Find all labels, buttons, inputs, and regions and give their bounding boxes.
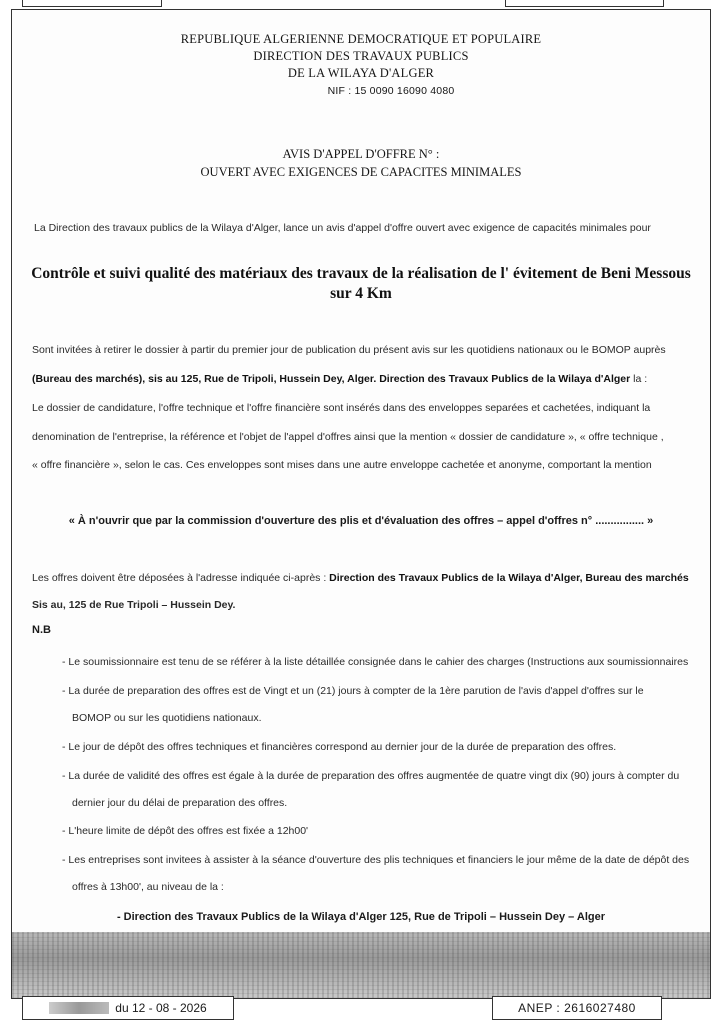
anep-reference: ANEP : 2616027480	[518, 1001, 636, 1015]
nb-item: - Le soumissionnaire est tenu de se référer à la liste détaillée consignée dans le cahier des charges (Instructions aux soumissionnaires	[62, 656, 689, 668]
nb-item: - La durée de preparation des offres est de Vingt et un (21) jours à compter de la 1ère parution de l'avis d'appel d'offres sur le	[62, 685, 644, 697]
paragraph-line: Sont invitées à retirer le dossier à partir du premier jour de publication du présent avis sur les quotidiens nationaux ou le BOMOP auprès	[32, 344, 666, 356]
subject-line-2: sur 4 Km	[330, 285, 392, 302]
subject-line-1: Contrôle et suivi qualité des matériaux des travaux de la réalisation de l' évitement de Beni Messous	[31, 265, 691, 282]
paragraph-line: denomination de l'entreprise, la référence et l'objet de l'appel d'offres ainsi que la mention « dossier de candidature », « offre technique ,	[32, 431, 664, 443]
nb-item: - La durée de validité des offres est égale à la durée de preparation des offres augmentée de quatre vingt dix (90) jours à compter du	[62, 770, 680, 782]
nb-label: N.B	[32, 624, 51, 636]
publication-date-box	[22, 996, 234, 1020]
notice-subtitle: OUVERT AVEC EXIGENCES DE CAPACITES MINIMALES	[200, 165, 522, 179]
header-direction: DIRECTION DES TRAVAUX PUBLICS	[253, 49, 469, 63]
nb-item-continued: BOMOP ou sur les quotidiens nationaux.	[72, 712, 262, 724]
paragraph-line: « offre financière », selon le cas. Ces enveloppes sont mises dans une autre enveloppe cachetée et anonyme, comportant la mention	[32, 459, 652, 471]
paragraph-line: (Bureau des marchés), sis au 125, Rue de Tripoli, Hussein Dey, Alger. Direction des Travaux Publics de la Wilaya d'Alger la :	[32, 373, 648, 385]
paragraph-line: Sis au, 125 de Rue Tripoli – Hussein Dey.	[32, 599, 236, 611]
nb-item-continued: offres à 13h00', au niveau de la :	[72, 881, 224, 893]
anep-reference-box	[492, 996, 662, 1020]
opening-address: - Direction des Travaux Publics de la Wilaya d'Alger 125, Rue de Tripoli – Hussein Dey – Alger	[116, 911, 606, 923]
paragraph-line: Le dossier de candidature, l'offre technique et l'offre financière sont insérés dans des enveloppes separées et cachetées, indiquant la	[32, 402, 651, 414]
scan-noise-band	[12, 932, 710, 998]
publication-date: du 12 - 08 - 2026	[115, 1001, 207, 1015]
smudged-reference	[49, 1002, 109, 1014]
envelope-mention: « À n'ouvrir que par la commission d'ouverture des plis et d'évaluation des offres – appel d'offres n° ................ »	[68, 515, 654, 527]
deposit-address-bold: Direction des Travaux Publics de la Wilaya d'Alger, Bureau des marchés	[329, 572, 689, 584]
header-nif: NIF : 15 0090 16090 4080	[327, 85, 455, 97]
top-right-frame	[505, 0, 664, 7]
bureau-address-bold: (Bureau des marchés), sis au 125, Rue de Tripoli, Hussein Dey, Alger. Direction des Travaux Publics de la Wilaya d'Alger	[32, 373, 631, 385]
nb-item: - Les entreprises sont invitees à assister à la séance d'ouverture des plis techniques et financiers le jour même de la date de dépôt des	[62, 854, 690, 866]
header-republic: REPUBLIQUE ALGERIENNE DEMOCRATIQUE ET POPULAIRE	[180, 32, 542, 46]
header-wilaya: DE LA WILAYA D'ALGER	[287, 66, 435, 80]
top-left-frame	[22, 0, 162, 7]
paragraph-line: Les offres doivent être déposées à l'adresse indiquée ci-après : Direction des Travaux Publics de la Wilaya d'Alger, Bureau des marchés	[32, 572, 689, 584]
notice-title: AVIS D'APPEL D'OFFRE N° :	[282, 147, 440, 161]
nb-item-continued: dernier jour du délai de preparation des offres.	[72, 797, 288, 809]
nb-item: - L'heure limite de dépôt des offres est fixée a 12h00'	[62, 825, 309, 837]
nb-item: - Le jour de dépôt des offres techniques et financières correspond au dernier jour de la durée de preparation des offres.	[62, 741, 617, 753]
notice-document	[11, 9, 711, 999]
intro-text: La Direction des travaux publics de la Wilaya d'Alger, lance un avis d'appel d'offre ouvert avec exigence de capacités minimales pour	[34, 222, 651, 234]
